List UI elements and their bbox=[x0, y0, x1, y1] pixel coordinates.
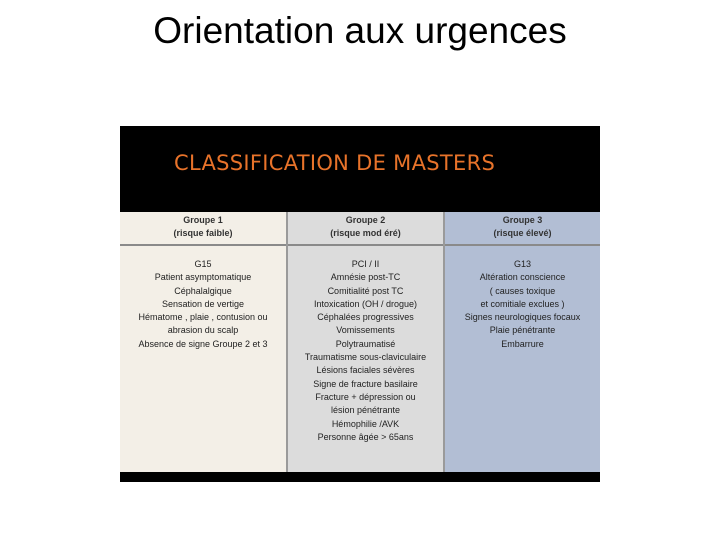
list-item: Comitialité post TC bbox=[327, 285, 404, 296]
list-item: et comitiale exclues ) bbox=[480, 298, 565, 309]
list-item: Absence de signe Groupe 2 et 3 bbox=[138, 338, 268, 349]
list-item: Traumatisme sous-claviculaire bbox=[304, 352, 427, 363]
list-item: Céphalalgique bbox=[174, 285, 232, 296]
list-item: Signe de fracture basilaire bbox=[313, 378, 418, 389]
list-item: ( causes toxique bbox=[489, 285, 556, 296]
list-item: Sensation de vertige bbox=[161, 298, 245, 309]
list-item: Céphalées progressives bbox=[317, 312, 414, 323]
group-3-items bbox=[445, 246, 600, 351]
list-item: Fracture + dépression ou bbox=[315, 391, 416, 402]
list-item: PCI / II bbox=[351, 259, 380, 269]
masters-classification-figure bbox=[120, 126, 600, 482]
list-item: G15 bbox=[194, 259, 212, 269]
list-item: G13 bbox=[513, 259, 531, 269]
group-1-risk: (risque faible) bbox=[173, 228, 233, 238]
slide-title: Orientation aux urgences bbox=[153, 10, 567, 51]
list-item: Patient asymptomatique bbox=[154, 272, 252, 283]
group-2-column bbox=[288, 212, 443, 472]
group-1-column bbox=[120, 212, 286, 472]
group-3-risk: (risque élevé) bbox=[493, 228, 552, 238]
group-3-column bbox=[445, 212, 600, 472]
list-item: Personne âgée > 65ans bbox=[317, 431, 414, 442]
group-2-items bbox=[288, 246, 443, 444]
list-item: Signes neurologiques focaux bbox=[464, 312, 581, 323]
list-item: Hémophilie /AVK bbox=[331, 418, 400, 429]
group-2-header bbox=[288, 212, 443, 246]
list-item: Amnésie post-TC bbox=[330, 272, 401, 283]
list-item: Vomissements bbox=[336, 325, 395, 336]
figure-bottom-band bbox=[120, 472, 600, 482]
figure-title: CLASSIFICATION DE MASTERS bbox=[174, 151, 496, 175]
group-2-label: Groupe 2 bbox=[345, 215, 386, 225]
list-item: Intoxication (OH / drogue) bbox=[313, 298, 418, 309]
group-1-header bbox=[120, 212, 286, 246]
list-item: Altération conscience bbox=[479, 272, 566, 283]
list-item: Plaie pénétrante bbox=[489, 325, 556, 336]
list-item: Embarrure bbox=[501, 338, 544, 349]
group-1-items bbox=[120, 246, 286, 351]
list-item: Polytraumatisé bbox=[335, 338, 396, 349]
group-1-label: Groupe 1 bbox=[183, 215, 223, 225]
figure-header bbox=[120, 126, 600, 212]
group-3-header bbox=[445, 212, 600, 246]
list-item: Lésions faciales sévères bbox=[316, 365, 415, 376]
list-item: lésion pénétrante bbox=[330, 405, 401, 416]
list-item: abrasion du scalp bbox=[167, 325, 239, 336]
list-item: Hématome , plaie , contusion ou bbox=[138, 312, 268, 323]
group-2-risk: (risque mod éré) bbox=[330, 228, 401, 238]
group-3-label: Groupe 3 bbox=[502, 215, 543, 225]
